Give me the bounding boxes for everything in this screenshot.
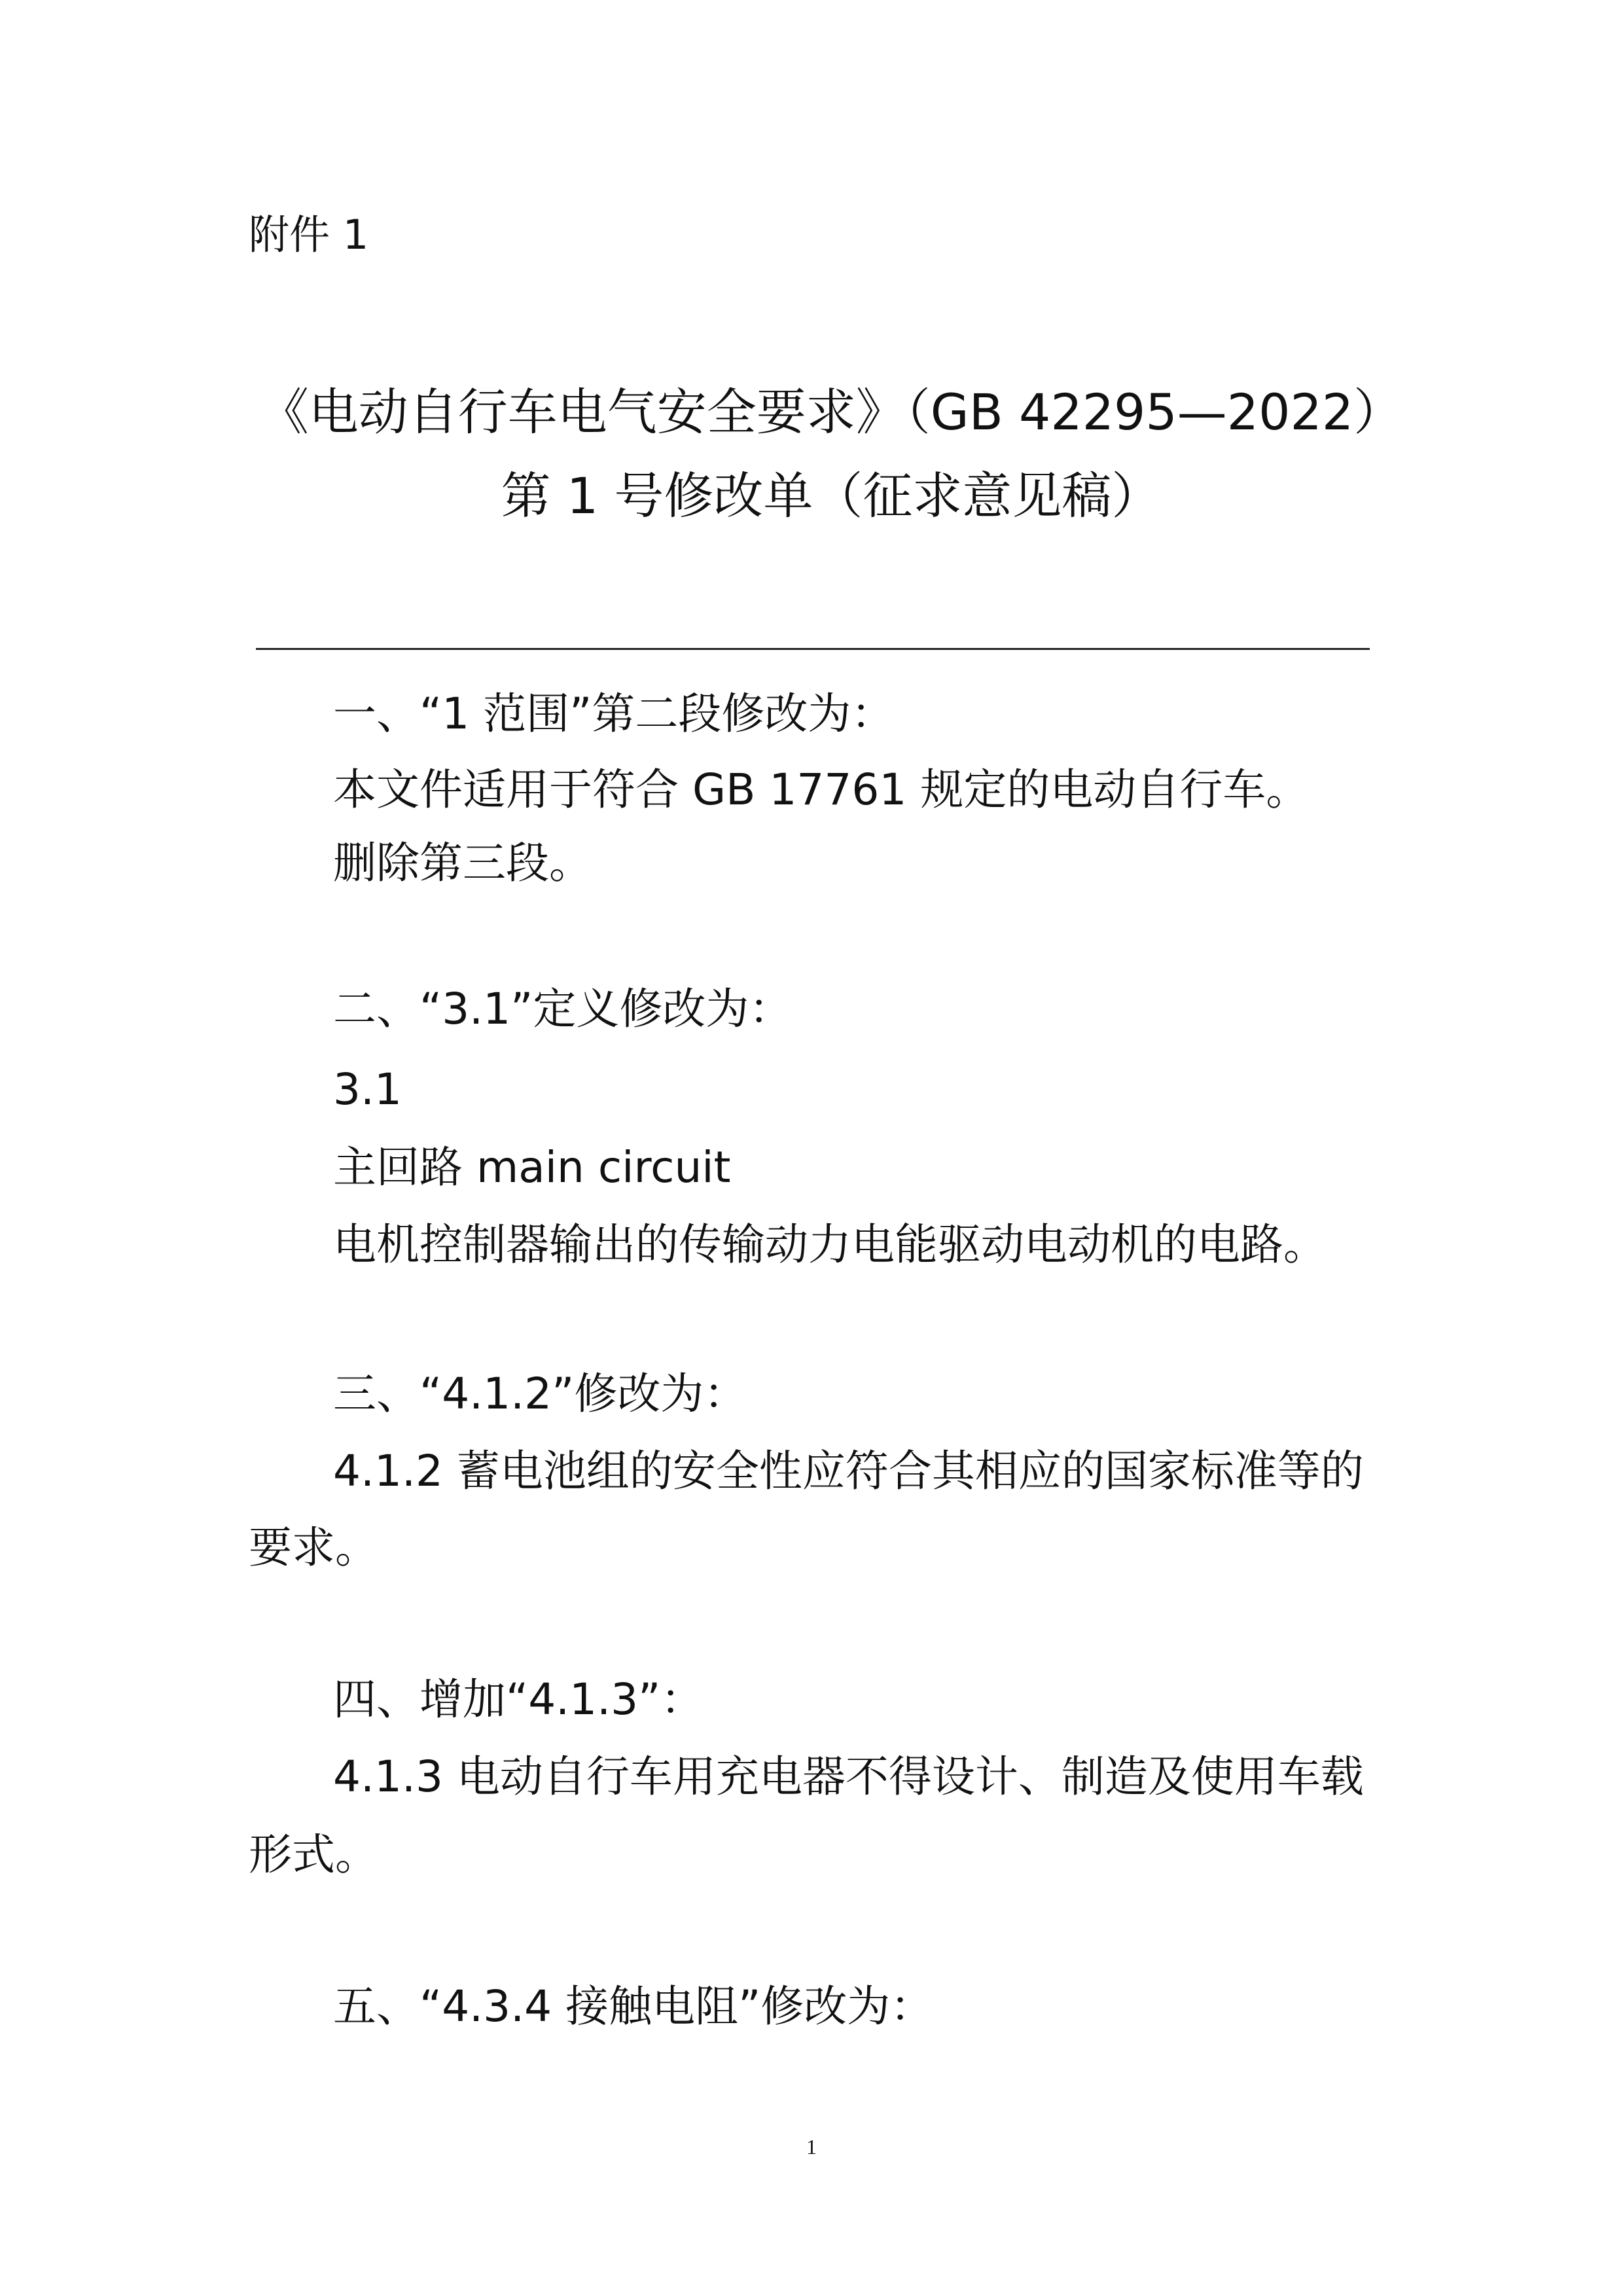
section-3-heading: 三、“4.1.2”修改为： — [333, 1369, 747, 1419]
section-1-heading: 一、“1 范围”第二段修改为： — [333, 689, 895, 739]
section-1-line: 本文件适用于符合 GB 17761 规定的电动自行车。 — [333, 764, 1310, 815]
section-4-line: 4.1.3 电动自行车用充电器不得设计、制造及使用车载 — [333, 1751, 1364, 1802]
section-2-line: 3.1 — [333, 1064, 402, 1115]
section-2-line: 电机控制器输出的传输动力电能驱动电动机的电路。 — [333, 1219, 1327, 1270]
document-title-line2: 第 1 号修改单（征求意见稿） — [501, 467, 1162, 525]
section-3-line: 4.1.2 蓄电池组的安全性应符合其相应的国家标准等的 — [333, 1446, 1364, 1496]
section-5-heading: 五、“4.3.4 接触电阻”修改为： — [333, 1981, 934, 2032]
attachment-label: 附件 1 — [249, 211, 369, 259]
section-4-line: 形式。 — [249, 1829, 378, 1880]
section-2-line: 主回路 main circuit — [333, 1142, 731, 1193]
section-3-line: 要求。 — [249, 1522, 378, 1573]
page-number: 1 — [806, 2135, 817, 2159]
title-divider — [256, 648, 1370, 650]
section-2-heading: 二、“3.1”定义修改为： — [333, 984, 793, 1034]
section-4-heading: 四、增加“4.1.3”： — [333, 1674, 704, 1725]
document-title-line1: 《电动自行车电气安全要求》（GB 42295—2022） — [259, 383, 1404, 441]
section-1-line: 删除第三段。 — [333, 838, 592, 888]
